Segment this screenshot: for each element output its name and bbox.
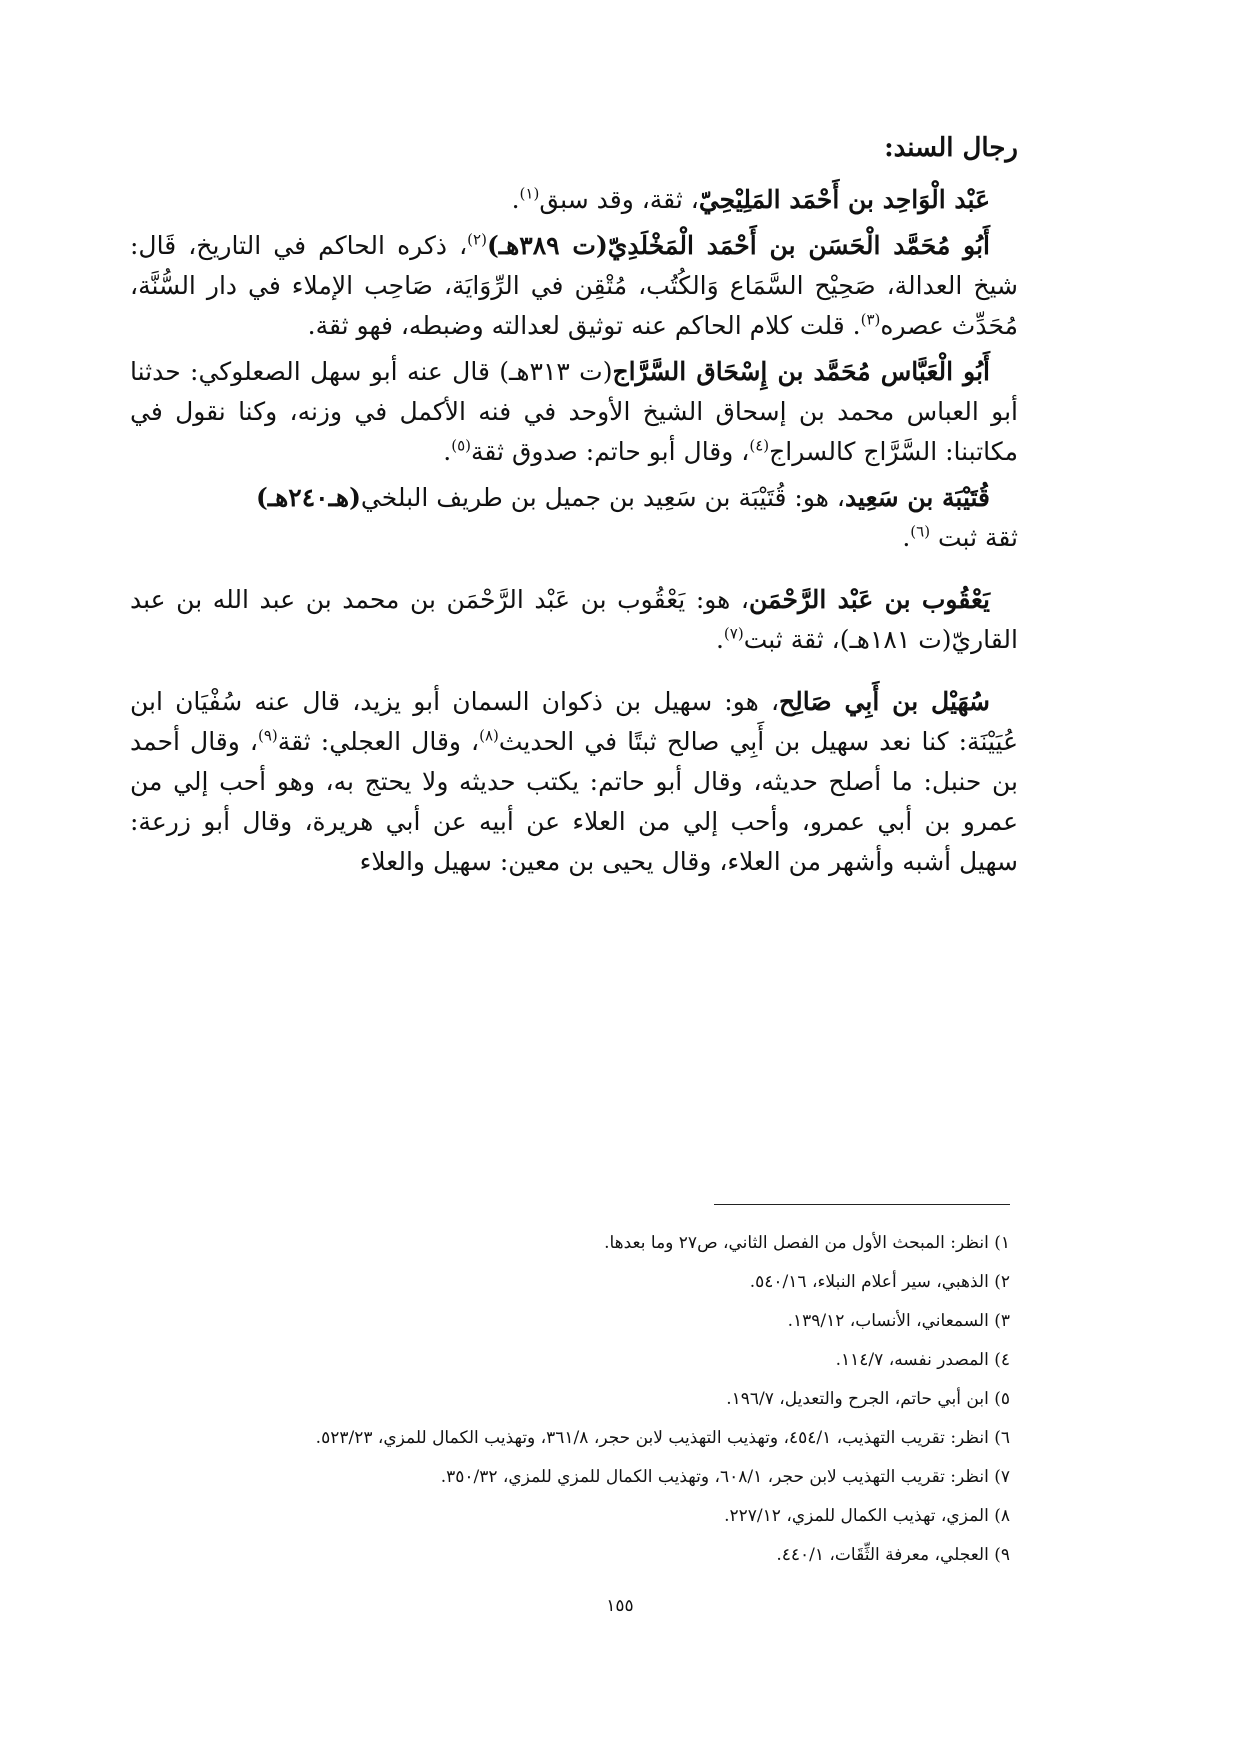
footnote-item: ٥) ابن أبي حاتم، الجرح والتعديل، ١٩٦/٧. — [726, 1389, 1010, 1409]
footnote-item: ٦) انظر: تقريب التهذيب، ٤٥٤/١، وتهذيب التهذيب لابن حجر، ٣٦١/٨، وتهذيب الكمال للمزي، ٥٢٣/٢٣. — [315, 1428, 1010, 1448]
narrator-1-text: ، ثقة، وقد سبق — [539, 185, 699, 214]
narrator-6: سُهَيْل بن أَبِي صَالِح، هو: سهيل بن ذكوان السمان أبو يزيد، قال عنه سُفْيَان ابن عُيَيْنَة: كنا نعد سهيل بن أَبِي صالح ثبتًا في الحديث$^{(٨)}$، وقال العجلي: ثقة$^{(٩)}$، وقال أحمد بن حنبل: ما أصلح حديثه، وقال أبو حاتم: يكتب حديثه ولا يحتج به، وهو أحب إلي من عمرو بن أبي عمرو، وأحب إلي من العلاء عن أبيه عن أبي هريرة، وقال أبو زرعة: سهيل أشبه وأشهر من العلاء، وقال يحيى بن معين: سهيل والعلاء — [130, 687, 1018, 876]
main-text — [130, 128, 1018, 888]
footnote-ref-2[interactable]: (٢) — [467, 230, 487, 249]
narrator-4-death: (هـ٢٤٠هـ) — [255, 483, 361, 512]
footnote-ref-6[interactable]: (٦) — [910, 522, 931, 541]
narrator-6-text: ، هو: سهيل بن ذكوان السمان أبو يزيد، قال عنه سُفْيَان ابن عُيَيْنَة: كنا نعد سهيل بن أَبِي صالح ثبتًا في الحديث — [130, 687, 1018, 756]
footnote-ref-5[interactable]: (٥) — [451, 436, 471, 455]
narrator-4-name: قُتَيْبَة بن سَعِيد — [844, 483, 990, 512]
footnote-item: ١) انظر: المبحث الأول من الفصل الثاني، ص٢٧ وما بعدها. — [604, 1233, 1010, 1253]
footnote-separator — [714, 1204, 1010, 1205]
footnote-item: ٤) المصدر نفسه، ١١٤/٧. — [835, 1350, 1010, 1370]
narrator-5-text: ، هو: يَعْقُوب بن عَبْد الرَّحْمَن بن محمد بن عبد الله بن عبد القاريّ(ت ١٨١هـ)، ثقة ثبت — [130, 585, 1018, 654]
narrator-1-name: عَبْد الْوَاحِد بن أَحْمَد المَلِيْحِيّ — [698, 185, 990, 214]
footnote-item: ٨) المزي، تهذيب الكمال للمزي، ٢٢٧/١٢. — [724, 1506, 1010, 1526]
footnote-ref-7[interactable]: (٧) — [723, 624, 744, 643]
narrator-2: أَبُو مُحَمَّد الْحَسَن بن أَحْمَد الْمَخْلَدِيّ(ت ٣٨٩هـ)$^{(٢)}$، ذكره الحاكم في التاريخ، قَال: شيخ العدالة، صَحِيْح السَّمَاع وَالكُتُب، مُتْقِن في الرِّوَايَة، صَاحِب الإملاء في دار السُّنَّة، مُحَدِّث عصره$^{(٣)}$. قلت كلام الحاكم عنه توثيق لعدالته وضبطه، فهو ثقة. — [130, 230, 1018, 340]
footnote-item: ٩) العجلي، معرفة الثِّقَات، ٤٤٠/١. — [776, 1545, 1010, 1565]
narrator-4-text: ، هو: قُتَيْبَة بن سَعِيد بن جميل بن طريف البلخي — [360, 483, 845, 512]
footnotes-list — [130, 1224, 1010, 1575]
footnote-ref-9[interactable]: (٩) — [257, 726, 278, 745]
narrator-4: قُتَيْبَة بن سَعِيد، هو: قُتَيْبَة بن سَعِيد بن جميل بن طريف البلخي(هـ٢٤٠هـ) ثقة ثبت $^{(٦)}$. — [255, 483, 1018, 552]
narrator-5-name: يَعْقُوب بن عَبْد الرَّحْمَن — [749, 585, 991, 614]
footnote-ref-3[interactable]: (٣) — [860, 310, 881, 329]
section-heading: رجال السند: — [884, 133, 1018, 163]
footnote-ref-8[interactable]: (٨) — [479, 726, 499, 745]
narrator-3-death: (ت ٣١٣هـ) — [499, 357, 613, 386]
footnote-item: ٧) انظر: تقريب التهذيب لابن حجر، ٦٠٨/١، وتهذيب الكمال للمزي للمزي، ٣٥٠/٣٢. — [440, 1467, 1010, 1487]
narrator-3-name: أَبُو الْعَبَّاس مُحَمَّد بن إِسْحَاق السَّرَّاج — [612, 357, 990, 386]
footnote-item: ٢) الذهبي، سير أعلام النبلاء، ٥٤٠/١٦. — [749, 1272, 1010, 1292]
footnote-ref-4[interactable]: (٤) — [749, 436, 770, 455]
footnote-ref-1[interactable]: (١) — [519, 184, 540, 203]
footnote-item: ٣) السمعاني، الأنساب، ١٣٩/١٢. — [787, 1311, 1010, 1331]
narrator-6-name: سُهَيْل بن أَبِي صَالِح — [779, 687, 991, 716]
narrator-3: أَبُو الْعَبَّاس مُحَمَّد بن إِسْحَاق السَّرَّاج(ت ٣١٣هـ) قال عنه أبو سهل الصعلوكي: حدثنا أبو العباس محمد بن إسحاق الشيخ الأوحد في فنه الأكمل في وزنه، وكنا نقول في مكاتبنا: السَّرَّاج كالسراج$^{(٤)}$، وقال أبو حاتم: صدوق ثقة$^{(٥)}$. — [130, 357, 1018, 466]
narrator-2-text: ، ذكره الحاكم في التاريخ، قَال: شيخ العدالة، صَحِيْح السَّمَاع وَالكُتُب، مُتْقِن في الرِّوَايَة، صَاحِب الإملاء في دار السُّنَّة، مُحَدِّث عصره — [130, 231, 1018, 340]
narrator-3-text: قال عنه أبو سهل الصعلوكي: حدثنا أبو العباس محمد بن إسحاق الشيخ الأوحد في فنه الأكمل في وزنه، وكنا نقول في مكاتبنا: السَّرَّاج كالسراج — [130, 357, 1018, 466]
narrator-2-name: أَبُو مُحَمَّد الْحَسَن بن أَحْمَد الْمَخْلَدِيّ(ت ٣٨٩هـ) — [486, 231, 990, 260]
page-number: ١٥٥ — [606, 1596, 634, 1616]
narrator-5: يَعْقُوب بن عَبْد الرَّحْمَن، هو: يَعْقُوب بن عَبْد الرَّحْمَن بن محمد بن عبد الله بن عبد القاريّ(ت ١٨١هـ)، ثقة ثبت$^{(٧)}$. — [130, 585, 1018, 654]
narrator-1: عَبْد الْوَاحِد بن أَحْمَد المَلِيْحِيّ، ثقة، وقد سبق$^{(١)}$. — [511, 184, 990, 214]
